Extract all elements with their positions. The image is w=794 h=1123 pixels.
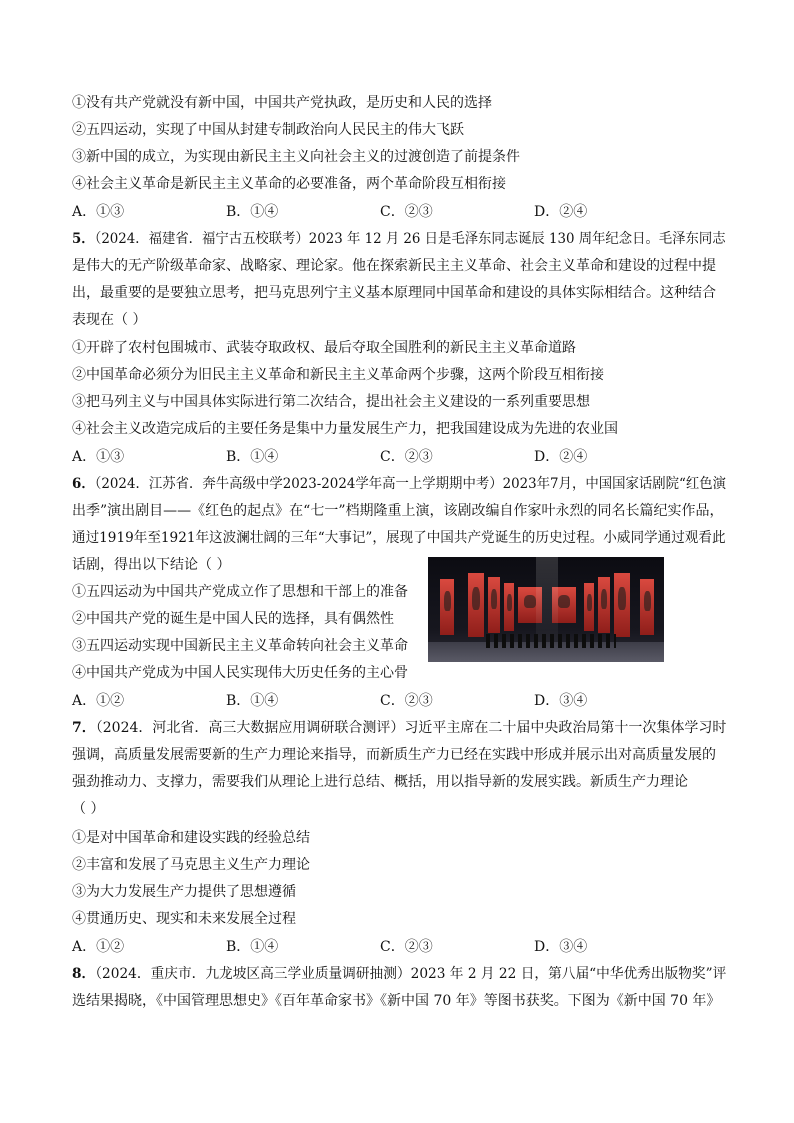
q7-statement-4: ④贯通历史、现实和未来发展全过程 — [72, 911, 296, 927]
q6-statement-4: ④中国共产党成为中国人民实现伟大历史任务的主心骨 — [72, 665, 408, 681]
q5-stem-text-1: （2024．福建省．福宁古五校联考）2023 年 12 月 26 日是毛泽东同志诞辰 130 周年纪念日。毛泽东同志 — [94, 231, 726, 247]
q7-option-b[interactable]: B．①④ — [226, 939, 279, 955]
q6-statement-3: ③五四运动实现中国新民主主义革命转向社会主义革命 — [72, 638, 408, 654]
q4-statement-4: ④社会主义革命是新民主主义革命的必要准备，两个革命阶段互相衔接 — [72, 176, 506, 192]
q7-options — [72, 937, 732, 957]
stage-photo — [428, 557, 664, 662]
q7-statement-2: ②丰富和发展了马克思主义生产力理论 — [72, 857, 310, 873]
q6-statement-2: ②中国共产党的诞生是中国人民的选择，具有偶然性 — [72, 611, 394, 627]
portrait-panel — [640, 579, 654, 635]
q6-option-a[interactable]: A．①② — [72, 693, 125, 709]
q4-statement-1: ①没有共产党就没有新中国，中国共产党执政，是历史和人民的选择 — [72, 95, 492, 111]
q5-option-b[interactable]: B．①④ — [226, 449, 279, 465]
q5-statement-2: ②中国革命必须分为旧民主主义革命和新民主主义革命两个步骤，这两个阶段互相衔接 — [72, 367, 604, 383]
q7-number: 7． — [72, 720, 96, 736]
q5-statement-3: ③把马列主义与中国具体实际进行第二次结合，提出社会主义建设的一系列重要思想 — [72, 394, 590, 410]
q4-options — [72, 202, 732, 222]
q5-stem-line-3: 出，最重要的是要独立思考，把马克思列宁主义基本原理同中国革命和建设的具体实际相结合。这种结合 — [72, 285, 716, 301]
q4-statement-2: ②五四运动，实现了中国从封建专制政治向人民民主的伟大飞跃 — [72, 122, 464, 138]
q5-option-d[interactable]: D．②④ — [534, 449, 588, 465]
q6-stem-text-1: （2024．江苏省．奔牛高级中学2023-2024学年高一上学期期中考）2023年7月，中国国家话剧院“红色演 — [94, 476, 727, 492]
q6-number: 6． — [72, 476, 95, 492]
portrait-panel — [614, 573, 630, 637]
q5-stem-line-4: 表现在（ ） — [72, 312, 147, 328]
q4-option-d[interactable]: D．②④ — [534, 204, 588, 220]
q8-stem-line-2: 选结果揭晓，《中国管理思想史》《百年革命家书》《新中国 70 年》等图书获奖。下图为《新中国 70 年》 — [72, 993, 721, 1009]
q7-option-a[interactable]: A．①② — [72, 939, 125, 955]
q7-stem-line-3: 强劲推动力、支撑力，需要我们从理论上进行总结、概括，用以指导新的发展实践。新质生产力理论 — [72, 774, 688, 790]
q5-options — [72, 447, 732, 467]
q5-statement-4: ④社会主义改造完成后的主要任务是集中力量发展生产力，把我国建设成为先进的农业国 — [72, 421, 618, 437]
q7-option-d[interactable]: D．③④ — [534, 939, 588, 955]
q6-stem-line-4: 话剧，得出以下结论（ ） — [72, 557, 231, 573]
q4-option-b[interactable]: B．①④ — [226, 204, 279, 220]
portrait-panel — [584, 583, 594, 631]
q7-stem-line-2: 强调，高质量发展需要新的生产力理论来指导，而新质生产力已经在实践中形成并展示出对高质量发展的 — [72, 747, 716, 763]
q5-statement-1: ①开辟了农村包围城市、武装夺取政权、最后夺取全国胜利的新民主主义革命道路 — [72, 340, 576, 356]
q8-stem-text-1: （2024．重庆市．九龙坡区高三学业质量调研抽测）2023 年 2 月 22 日，第八届“中华优秀出版物奖”评 — [95, 966, 727, 982]
q7-statement-1: ①是对中国革命和建设实践的经验总结 — [72, 830, 310, 846]
portrait-panel — [440, 579, 454, 635]
q5-number: 5． — [72, 231, 95, 247]
q4-option-c[interactable]: C．②③ — [380, 204, 433, 220]
q4-option-a[interactable]: A．①③ — [72, 204, 125, 220]
q8-number: 8． — [72, 966, 96, 982]
q6-option-c[interactable]: C．②③ — [380, 693, 433, 709]
q5-option-a[interactable]: A．①③ — [72, 449, 125, 465]
q7-stem-line-1 — [72, 718, 726, 738]
portrait-panel — [468, 573, 484, 637]
q5-option-c[interactable]: C．②③ — [380, 449, 433, 465]
q5-stem-line-1 — [72, 229, 726, 249]
q8-stem-line-1 — [72, 964, 726, 984]
q6-options — [72, 691, 732, 711]
q6-stem-line-3: 通过1919年至1921年这波澜壮阔的三年“大事记”，展现了中国共产党诞生的历史过程。小威同学通过观看此 — [72, 530, 726, 546]
q5-stem-line-2: 是伟大的无产阶级革命家、战略家、理论家。他在探索新民主主义革命、社会主义革命和建设的过程中提 — [72, 258, 716, 274]
q6-statement-1: ①五四运动为中国共产党成立作了思想和干部上的准备 — [72, 584, 408, 600]
q7-stem-line-4: （ ） — [72, 801, 105, 817]
actor-silhouettes — [486, 634, 616, 648]
q7-option-c[interactable]: C．②③ — [380, 939, 433, 955]
q4-statement-3: ③新中国的成立，为实现由新民主主义向社会主义的过渡创造了前提条件 — [72, 149, 520, 165]
q6-stem-line-2: 出季”演出剧目——《红色的起点》在“七一”档期隆重上演，该剧改编自作家叶永烈的同名长篇纪实作品， — [72, 503, 724, 519]
q6-stem-line-1 — [72, 474, 726, 494]
q6-option-b[interactable]: B．①④ — [226, 693, 279, 709]
portrait-panel — [488, 577, 500, 633]
q7-stem-text-1: （2024．河北省．高三大数据应用调研联合测评）习近平主席在二十届中央政治局第十一次集体学习时 — [95, 720, 727, 736]
q7-statement-3: ③为大力发展生产力提供了思想遵循 — [72, 884, 296, 900]
q6-option-d[interactable]: D．③④ — [534, 693, 588, 709]
portrait-panel — [598, 577, 610, 633]
portrait-panel — [504, 583, 514, 631]
